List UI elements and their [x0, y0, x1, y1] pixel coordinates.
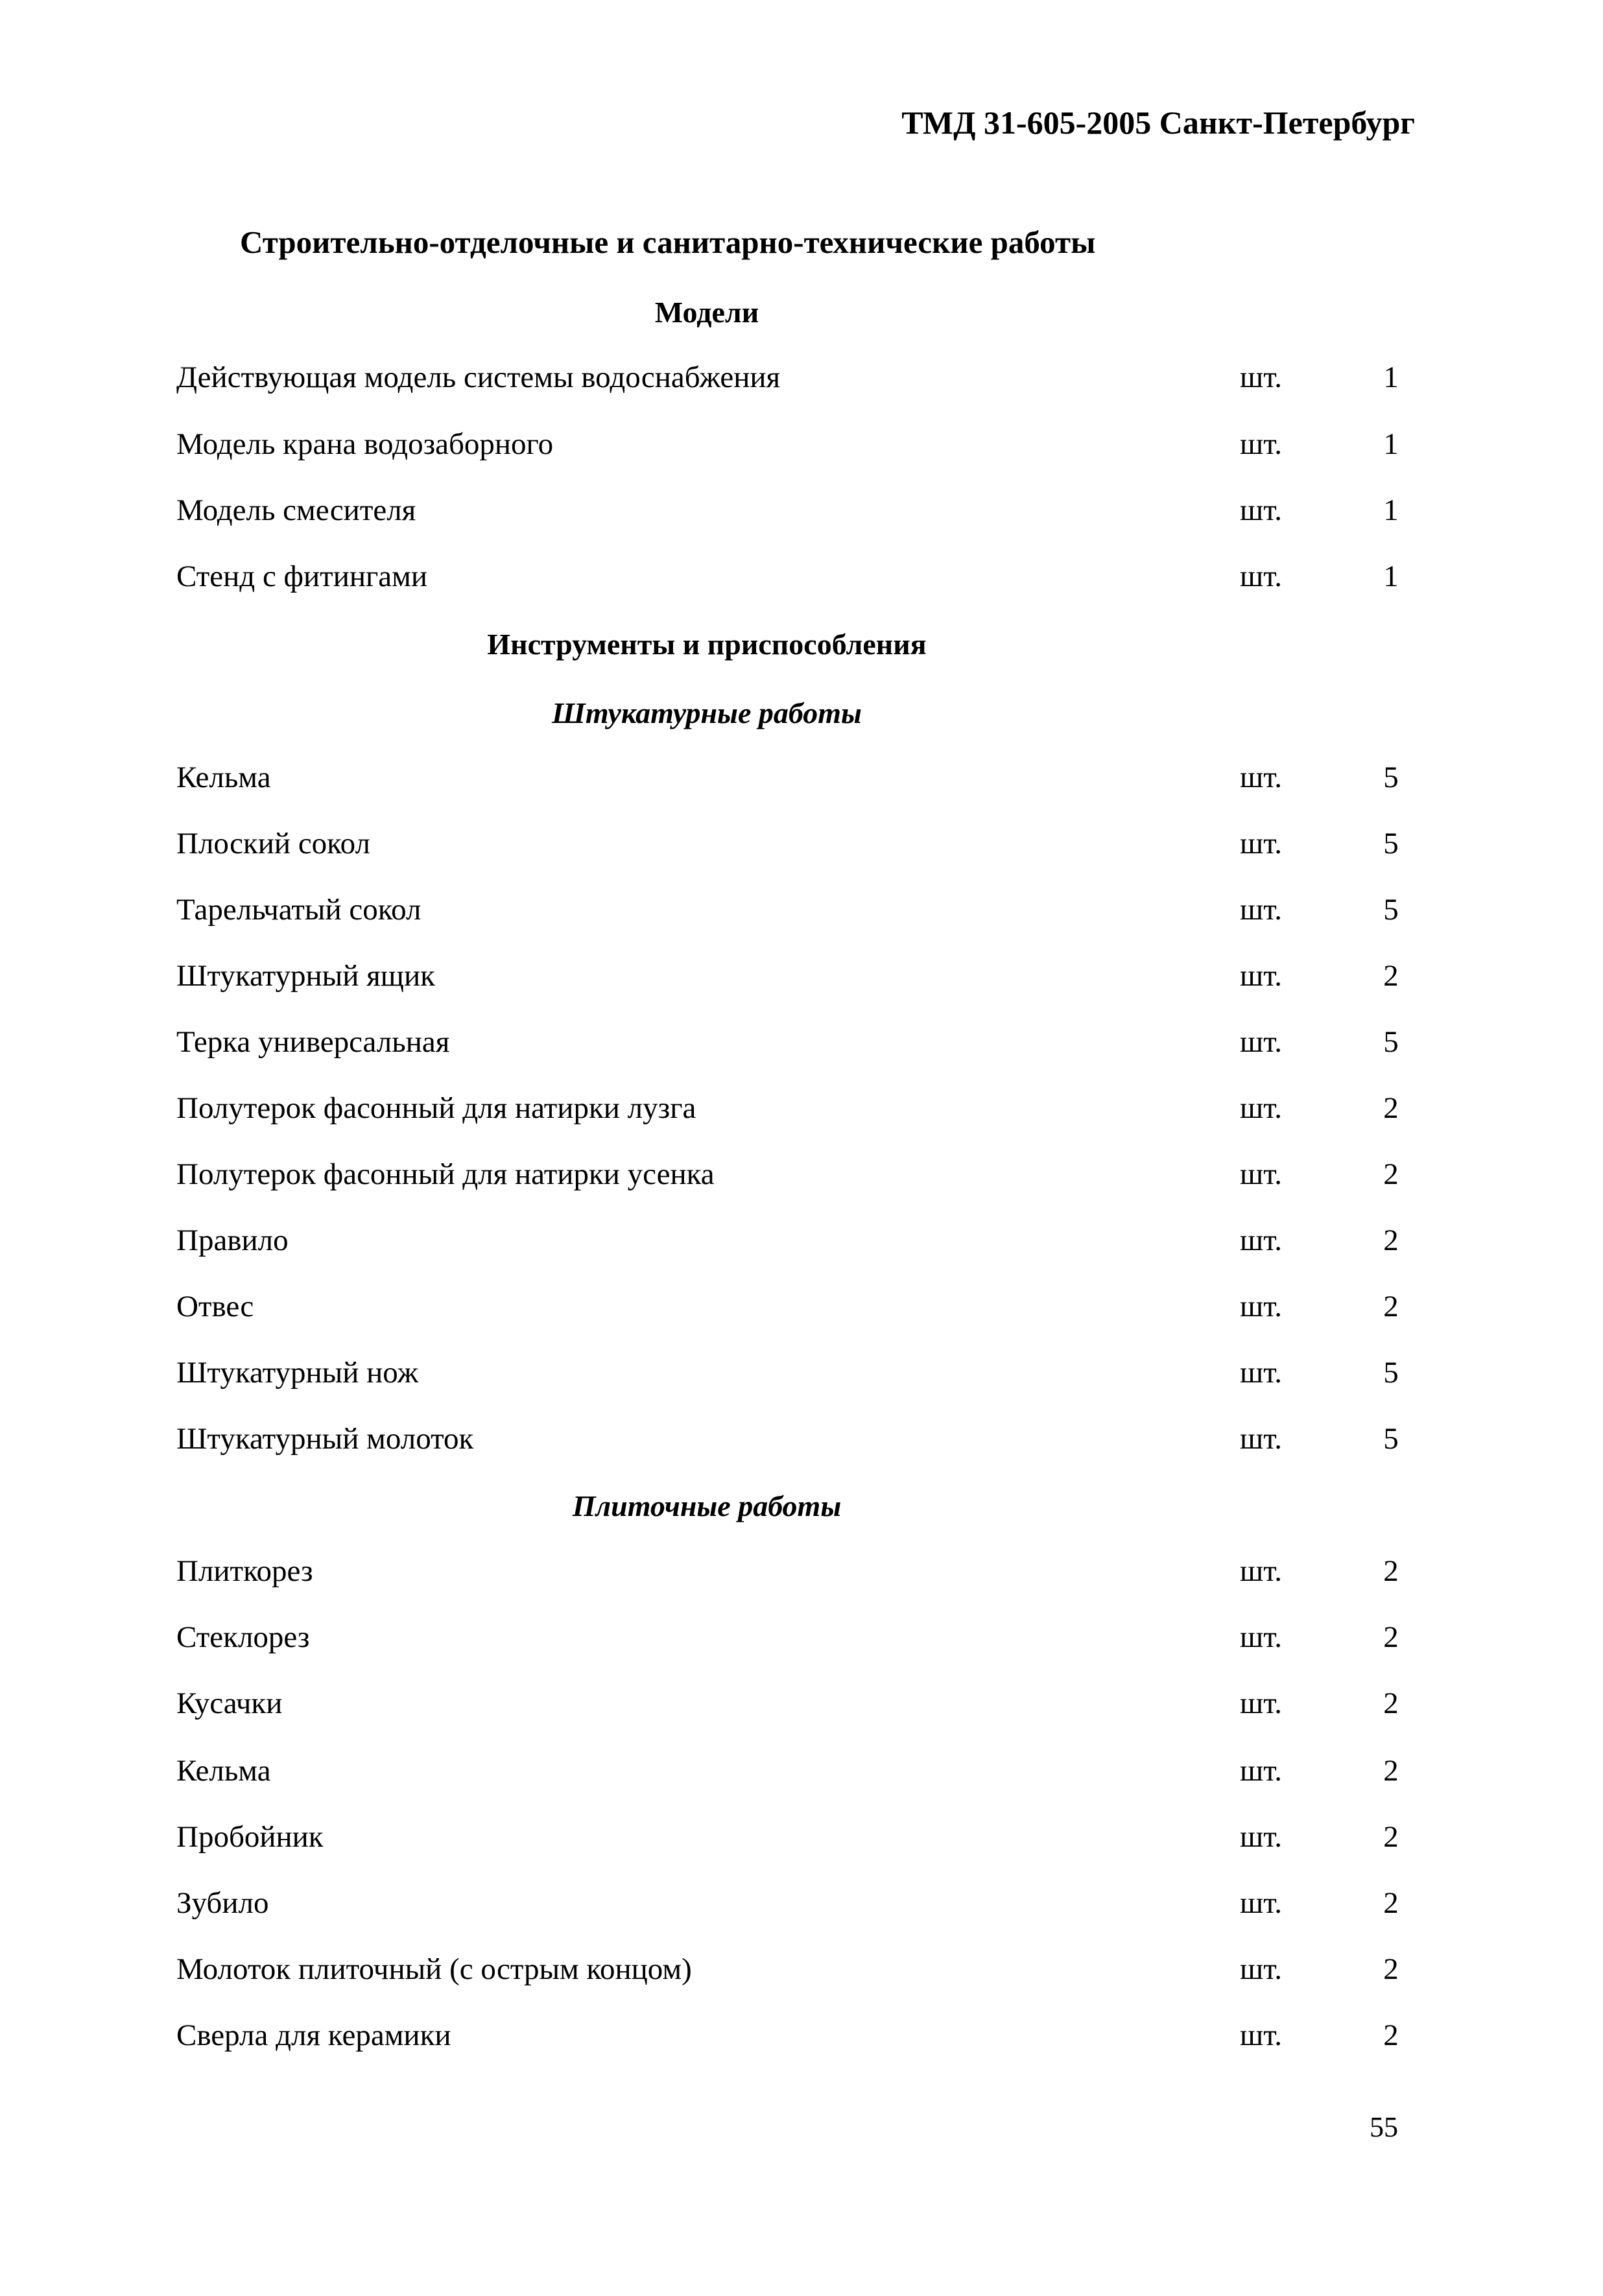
item-unit: шт.	[1240, 1820, 1282, 1854]
list-item	[0, 2018, 1603, 2057]
item-name: Сверла для керамики	[176, 2018, 451, 2052]
list-item	[0, 1223, 1603, 1262]
list-item	[0, 892, 1603, 931]
item-unit: шт.	[1240, 493, 1282, 527]
item-qty: 5	[1383, 827, 1399, 860]
item-qty: 5	[1383, 761, 1399, 794]
item-unit: шт.	[1240, 427, 1282, 461]
item-name: Стеклорез	[176, 1620, 310, 1654]
list-item	[0, 826, 1603, 865]
list-item	[0, 1355, 1603, 1394]
list-item	[0, 1620, 1603, 1659]
item-unit: шт.	[1240, 1157, 1282, 1191]
item-name: Действующая модель системы водоснабжения	[176, 361, 781, 394]
item-qty: 5	[1383, 1025, 1399, 1059]
item-name: Штукатурный молоток	[176, 1422, 474, 1456]
item-name: Тарельчатый сокол	[176, 893, 422, 927]
item-unit: шт.	[1240, 1025, 1282, 1059]
list-item	[0, 1289, 1603, 1328]
item-qty: 5	[1383, 1356, 1399, 1390]
item-unit: шт.	[1240, 1290, 1282, 1323]
page-number: 55	[1370, 2111, 1398, 2143]
list-item	[0, 760, 1603, 799]
item-unit: шт.	[1240, 761, 1282, 794]
list-item	[0, 427, 1603, 466]
item-name: Плоский сокол	[176, 827, 370, 860]
item-qty: 2	[1383, 959, 1399, 993]
item-unit: шт.	[1240, 959, 1282, 993]
item-unit: шт.	[1240, 1422, 1282, 1456]
item-unit: шт.	[1240, 1686, 1282, 1720]
list-item	[0, 1819, 1603, 1858]
list-item	[0, 1421, 1603, 1460]
item-qty: 2	[1383, 1820, 1399, 1854]
item-unit: шт.	[1240, 827, 1282, 860]
document-code: ТМД 31-605-2005 Санкт-Петербург	[901, 104, 1415, 141]
list-item	[0, 1886, 1603, 1924]
list-item	[0, 1686, 1603, 1725]
list-item	[0, 559, 1603, 598]
item-name: Штукатурный нож	[176, 1356, 419, 1390]
item-qty: 2	[1383, 1952, 1399, 1986]
item-qty: 2	[1383, 1886, 1399, 1920]
item-name: Терка универсальная	[176, 1025, 450, 1059]
list-item	[0, 958, 1603, 997]
item-qty: 2	[1383, 1157, 1399, 1191]
item-name: Кельма	[176, 1754, 271, 1788]
item-name: Стенд с фитингами	[176, 560, 428, 593]
list-item	[0, 1024, 1603, 1063]
section-heading-tile: Плиточные работы	[572, 1489, 842, 1522]
item-unit: шт.	[1240, 1886, 1282, 1920]
list-item	[0, 1753, 1603, 1792]
item-unit: шт.	[1240, 1754, 1282, 1788]
item-unit: шт.	[1240, 1952, 1282, 1986]
item-qty: 2	[1383, 1554, 1399, 1588]
item-unit: шт.	[1240, 1091, 1282, 1125]
section-heading-models: Модели	[654, 296, 759, 329]
item-name: Отвес	[176, 1290, 254, 1323]
item-unit: шт.	[1240, 560, 1282, 593]
item-qty: 2	[1383, 1754, 1399, 1788]
item-unit: шт.	[1240, 1620, 1282, 1654]
list-item	[0, 493, 1603, 532]
item-unit: шт.	[1240, 1356, 1282, 1390]
item-name: Модель крана водозаборного	[176, 427, 554, 461]
list-item	[0, 1554, 1603, 1592]
item-unit: шт.	[1240, 361, 1282, 394]
item-name: Кусачки	[176, 1686, 283, 1720]
item-name: Полутерок фасонный для натирки лузга	[176, 1091, 696, 1125]
item-unit: шт.	[1240, 2018, 1282, 2052]
item-name: Молоток плиточный (с острым концом)	[176, 1952, 692, 1986]
list-item	[0, 1091, 1603, 1130]
list-item	[0, 1952, 1603, 1991]
item-name: Штукатурный ящик	[176, 959, 435, 993]
item-qty: 2	[1383, 1686, 1399, 1720]
section-heading-tools: Инструменты и приспособления	[487, 628, 927, 661]
item-qty: 1	[1383, 560, 1399, 593]
item-unit: шт.	[1240, 1554, 1282, 1588]
item-name: Модель смесителя	[176, 493, 416, 527]
section-heading-plaster: Штукатурные работы	[552, 696, 862, 729]
item-qty: 1	[1383, 493, 1399, 527]
item-qty: 2	[1383, 2018, 1399, 2052]
item-name: Правило	[176, 1224, 289, 1257]
item-name: Полутерок фасонный для натирки усенка	[176, 1157, 715, 1191]
item-name: Пробойник	[176, 1820, 324, 1854]
item-qty: 1	[1383, 427, 1399, 461]
item-qty: 2	[1383, 1224, 1399, 1257]
item-qty: 1	[1383, 361, 1399, 394]
item-qty: 5	[1383, 893, 1399, 927]
item-name: Зубило	[176, 1886, 269, 1920]
list-item	[0, 1157, 1603, 1196]
item-qty: 2	[1383, 1091, 1399, 1125]
item-unit: шт.	[1240, 1224, 1282, 1257]
item-unit: шт.	[1240, 893, 1282, 927]
list-item	[0, 360, 1603, 399]
item-name: Плиткорез	[176, 1554, 313, 1588]
item-qty: 5	[1383, 1422, 1399, 1456]
page-title: Строительно-отделочные и санитарно-технические работы	[240, 224, 1096, 260]
item-qty: 2	[1383, 1620, 1399, 1654]
item-qty: 2	[1383, 1290, 1399, 1323]
item-name: Кельма	[176, 761, 271, 794]
